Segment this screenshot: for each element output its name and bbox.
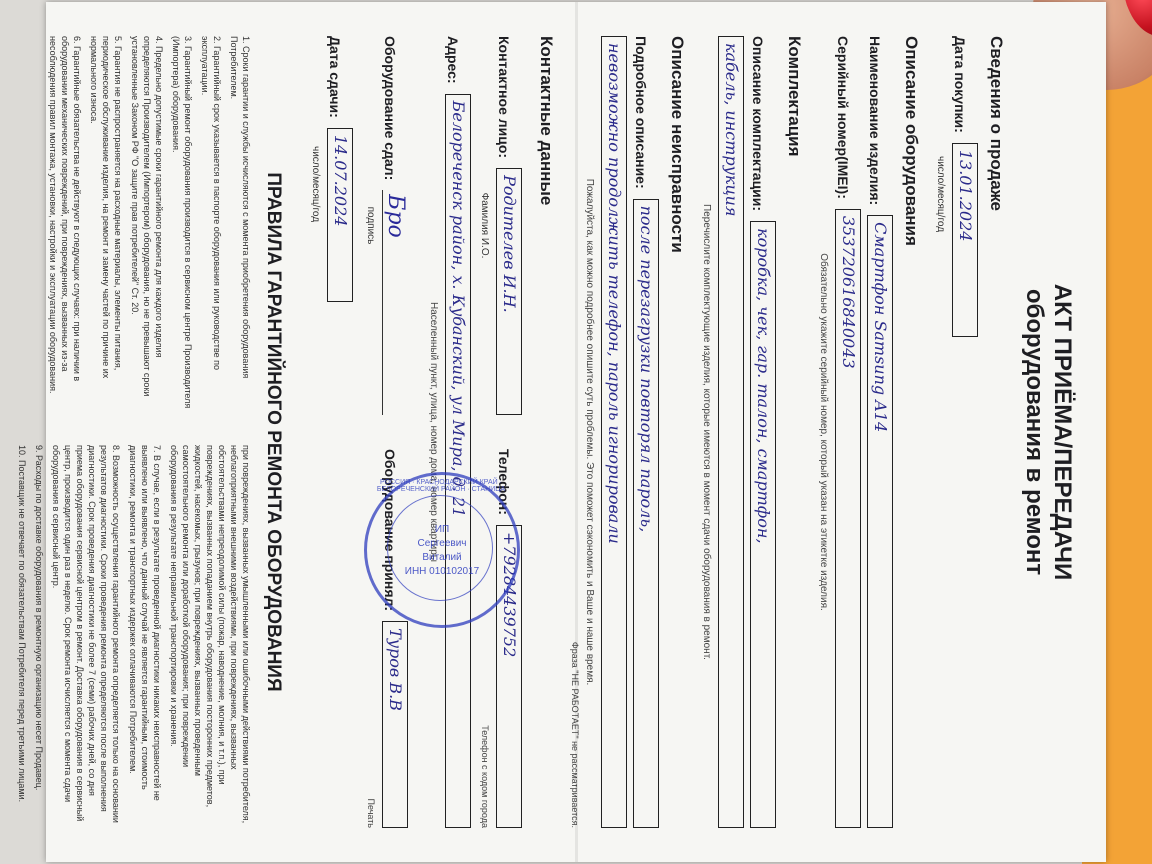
rule-6: 6. Гарантийные обязательства не действуют в следующих случаях: при наличии в оборудовании механических повреждений, при повреждениях, вызванных из-за несоблюдения правил монтажа, установки, настройки и эксплуатации оборудования. bbox=[48, 36, 82, 394]
rule-7: 7. В случае, если в результате проведенной диагностики никаких неисправностей не выявлено или выявлено, что данный случай не является гарантийным, стоимость диагностики, ремонта и транспортных издержек оплачиваются Потребителем. bbox=[128, 445, 162, 801]
received-label: Оборудование принял: bbox=[382, 449, 398, 612]
gave-label: Оборудование сдал: bbox=[382, 36, 398, 181]
seal-ring-text: РОССИЯ · КРАСНОДАРСКИЙ КРАЙ · БЕЛОРЕЧЕНСКИЙ РАЙОН · СТАНИЦА bbox=[376, 479, 506, 493]
gave-row bbox=[382, 36, 408, 415]
seal-line-3: Виталий bbox=[422, 552, 462, 563]
contact-person-row bbox=[496, 36, 522, 415]
title-line-2: оборудования в ремонт bbox=[1021, 288, 1048, 576]
equipment-name-row bbox=[867, 36, 893, 828]
equipment-name-label: Наименование изделия: bbox=[867, 36, 883, 206]
fault-label: Подробное описание: bbox=[633, 36, 649, 189]
seal-center bbox=[367, 523, 517, 579]
contact-person-value: Родителев И.Н. bbox=[496, 168, 522, 415]
rule-6-cont: при повреждениях, вызванных умышленными или ошибочными действиями потребителя, неблагоприятными внешними воздействиями, при повреждениях, вызванных обстоятельствами непреодолимой силы (пожар, наводнение, молния, и т.п.), при повреждениях, вызванных попаданием внутрь оборудования посторонних предметов, жидкостей, насекомых, грызунов; при повреждениях, вызванных проведенным самостоятельного ремонта или доработкой оборудования; при повреждении оборудования в результате неправильной транспортировки и хранения. bbox=[169, 445, 251, 824]
red-nail bbox=[1115, 0, 1152, 44]
kit-value-1: коробка, чек, гар. талон, смартфон, bbox=[750, 221, 776, 828]
phone-hint: Телефон с кодом города bbox=[480, 725, 490, 828]
address-value: Белореченск район, х. Кубанский, ул Мира, д. 21 bbox=[445, 94, 471, 828]
signature-hint: подпись bbox=[365, 206, 376, 245]
phone-value: +79284439752 bbox=[496, 525, 522, 828]
rule-8: 8. Возможность осуществления гарантийного ремонта определяется только на основании результатов диагностики. Сроки проведения ремонта определяются после выполнения диагностики. Срок проведения диагностики не более 7 (семи) рабочих дней, со дня приема оборудования сервисной центром в ремонт. Доставка оборудования в сервисный центр, производится один раз в неделю. Срок ремонта исчисляется с момента сдачи оборудования в сервисный центр. bbox=[51, 445, 121, 823]
seal-line-2: Сергеевич bbox=[417, 538, 467, 549]
date-value: 14.07.2024 bbox=[327, 128, 353, 302]
kit-row bbox=[750, 36, 776, 828]
kit-label: Описание комплектации: bbox=[750, 36, 766, 212]
kit-hint: Перечислите комплектующие изделия, которые имеются в момент сдачи оборудования в ремонт. bbox=[701, 204, 712, 660]
fault-value-2: невозможно продолжить телефон, пароль игнорировали bbox=[601, 36, 627, 828]
title-line-1: АКТ ПРИЁМА/ПЕРЕДАЧИ bbox=[1049, 283, 1076, 581]
rule-5: 5. Гарантия не распространяется на расходные материалы, элементы питания, периодическое обслуживание изделия, на ремонт и замену частей по причине их нормального износа. bbox=[89, 36, 123, 379]
kit-heading: Комплектация bbox=[785, 36, 804, 157]
fault-row-2 bbox=[601, 36, 627, 828]
contacts-block bbox=[477, 36, 528, 828]
purchase-date-value: 13.01.2024 bbox=[952, 143, 978, 337]
gave-signature-text: Бро bbox=[383, 194, 408, 238]
serial-label: Серийный номер(IMEI): bbox=[835, 36, 851, 199]
equipment-heading: Описание оборудования bbox=[902, 36, 921, 246]
received-value: Туров В.В bbox=[382, 621, 408, 828]
rule-4: 4. Предельно допустимые сроки гарантийного ремонта для каждого изделия определяются Производителем (Импортером) оборудования, но не превышают сроки установленные Законом РФ "О защите прав потребителей" Ст. 20. bbox=[130, 36, 164, 397]
rule-2: 2. Гарантийный срок указывается в паспорте оборудования или руководстве по эксплуатации. bbox=[200, 36, 222, 371]
purchase-date-label: Дата покупки: bbox=[952, 36, 968, 133]
seal-line-4: ИНН 010102017 bbox=[404, 566, 480, 577]
sale-heading: Сведения о продаже bbox=[987, 36, 1006, 212]
rule-10: 10. Поставщик не отвечает по обязательствам Потребителя перед третьими лицами. bbox=[17, 445, 27, 803]
fault-hint-2: Фраза "НЕ РАБОТАЕТ" не рассматривается. bbox=[570, 641, 580, 828]
address-hint: Населенный пункт, улица, номер дома, номер квартиры bbox=[428, 301, 439, 562]
seal-line-1: ИП bbox=[434, 524, 450, 535]
purchase-date-hint: число/месяц/год bbox=[935, 156, 946, 233]
handover-block bbox=[308, 36, 414, 828]
fault-heading: Описание неисправности bbox=[668, 36, 687, 253]
document-title bbox=[1020, 36, 1076, 828]
stamp-hint: Печать bbox=[366, 798, 376, 828]
contacts-heading: Контактные данные bbox=[537, 36, 556, 206]
kit-value-2: кабель, инструкция bbox=[718, 36, 744, 828]
address-label: Адрес: bbox=[445, 36, 461, 84]
kit-row-2 bbox=[718, 36, 744, 828]
rule-1: 1. Сроки гарантии и службы исчисляются с момента приобретения оборудования Потребителем. bbox=[229, 36, 251, 379]
date-label: Дата сдачи: bbox=[327, 36, 343, 118]
purchase-date-row bbox=[952, 36, 978, 828]
contact-person-label: Контактное лицо: bbox=[496, 36, 512, 159]
rule-9: 9. Расходы по доставке оборудования в ремонтную организацию несет Продавец. bbox=[34, 445, 44, 791]
contact-person-hint: Фамилия И.О. bbox=[479, 192, 490, 259]
serial-row bbox=[835, 36, 861, 828]
address-row bbox=[445, 36, 471, 828]
rules-body bbox=[11, 36, 252, 828]
company-seal bbox=[364, 472, 520, 628]
fault-hint: Пожалуйста, как можно подробнее опишите суть проблемы. Это поможет сэкономить и Ваше и наше время. bbox=[584, 178, 595, 686]
serial-value: 353720616840043 bbox=[835, 209, 861, 828]
serial-hint: Обязательно укажите серийный номер, который указан на этикетке изделия. bbox=[818, 253, 829, 611]
fault-value-1: после перезагрузки повторял пароль, bbox=[633, 199, 659, 828]
paper-fold bbox=[575, 2, 578, 862]
gave-signature bbox=[382, 190, 408, 415]
equipment-name-value: Смартфон Samsung A14 bbox=[867, 215, 893, 828]
phone-label: Телефон: bbox=[496, 449, 512, 515]
rules-heading: ПРАВИЛА ГАРАНТИЙНОГО РЕМОНТА ОБОРУДОВАНИЯ bbox=[263, 172, 284, 692]
date-hint: число/месяц/год bbox=[310, 146, 321, 223]
repair-act-document bbox=[17, 2, 1106, 862]
rules-col-2 bbox=[11, 445, 252, 828]
fault-row bbox=[633, 36, 659, 828]
rules-col-1 bbox=[11, 36, 252, 419]
rule-3: 3. Гарантийный ремонт оборудования производится в сервисном центре Производителя (Импортера) оборудования. bbox=[171, 36, 193, 409]
date-row bbox=[327, 36, 353, 415]
